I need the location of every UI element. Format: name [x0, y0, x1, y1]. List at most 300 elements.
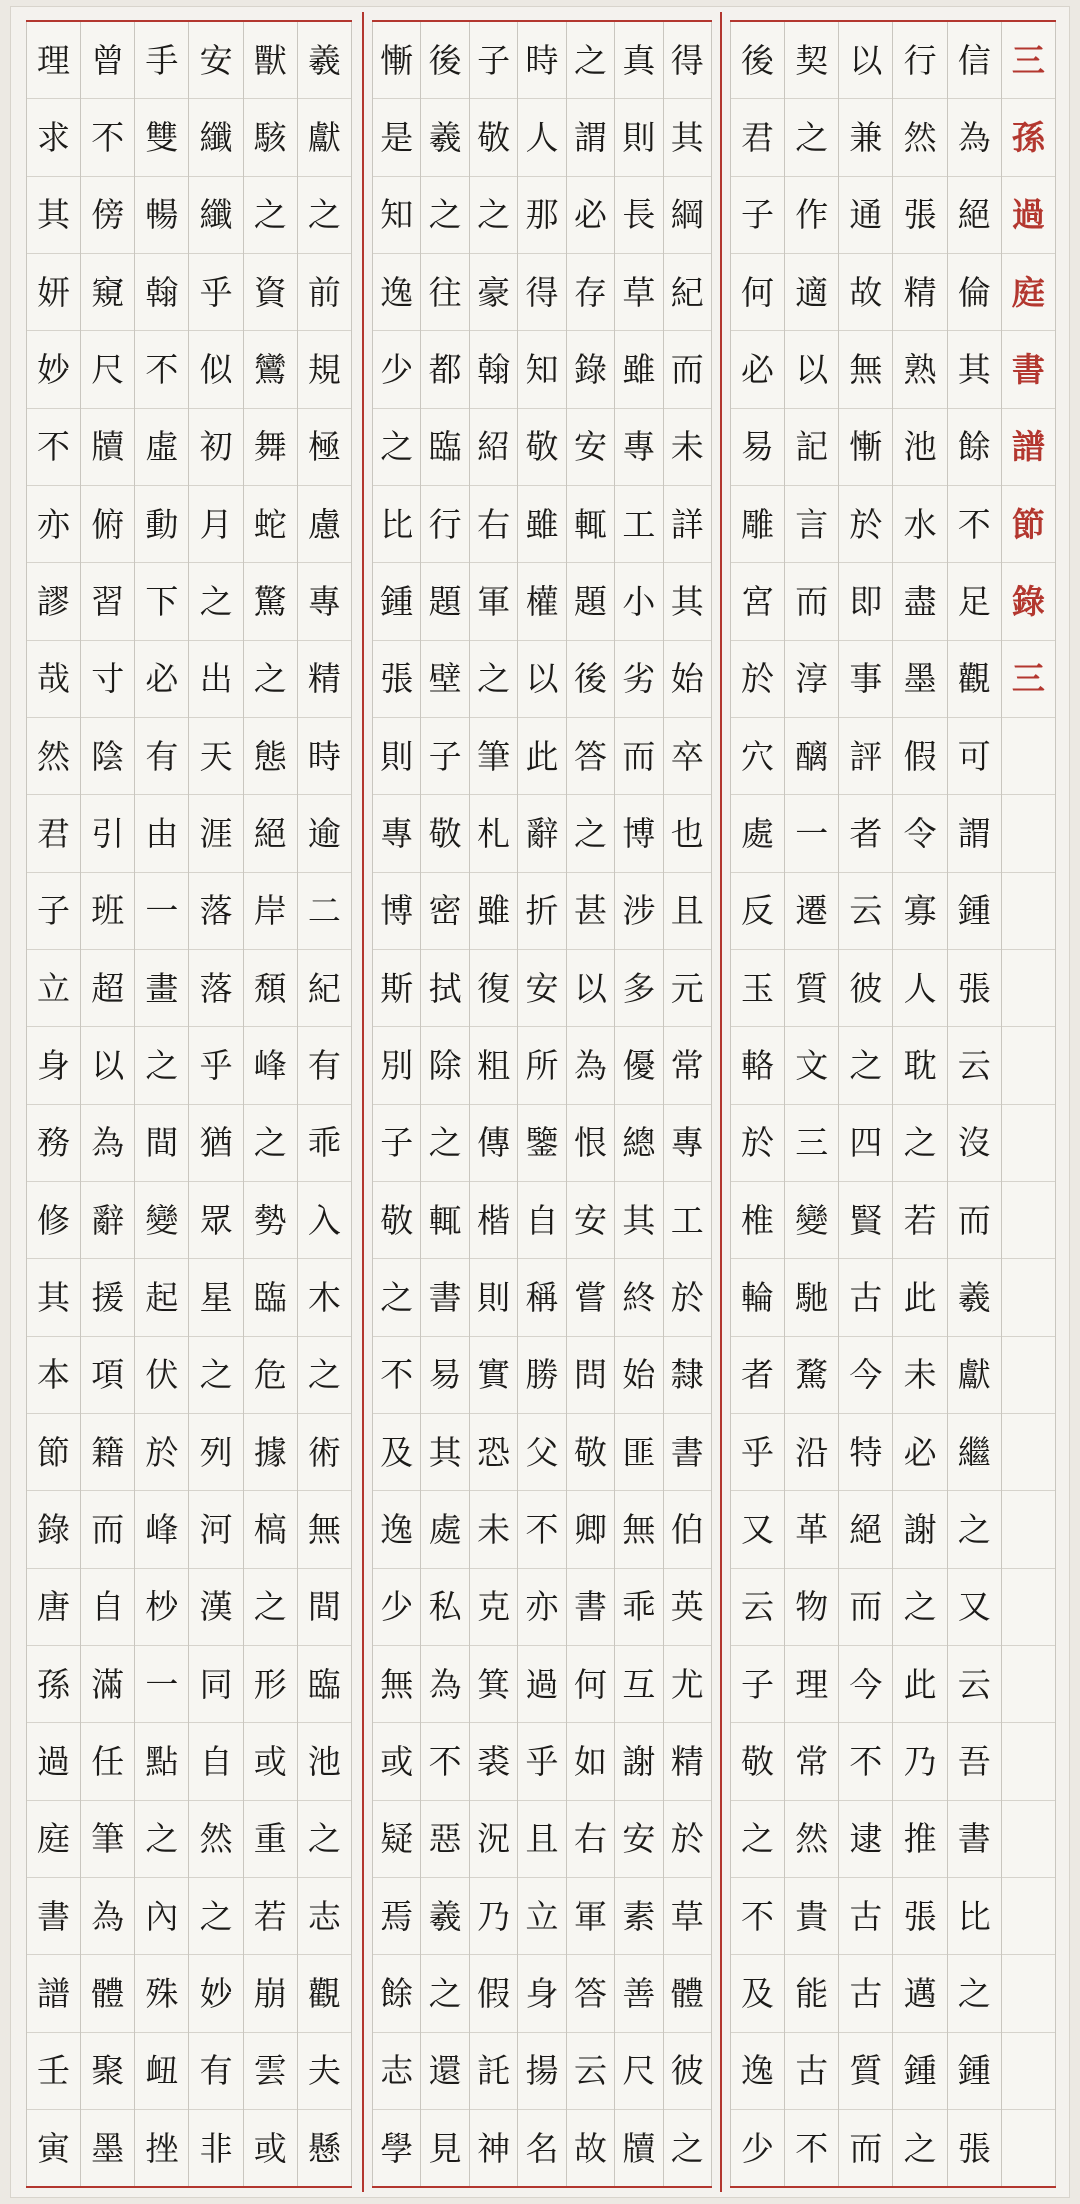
glyph-cell: 虛: [135, 409, 188, 486]
glyph-cell: 乎: [189, 1027, 242, 1104]
glyph-cell: 箕: [470, 1646, 517, 1723]
glyph-cell: 後: [731, 22, 784, 99]
glyph-cell: 觀: [298, 1955, 351, 2032]
glyph-cell: 安: [615, 1801, 662, 1878]
empty-cell: [1002, 1955, 1055, 2032]
glyph-cell: 雖: [518, 486, 565, 563]
glyph-cell: 以: [785, 331, 838, 408]
glyph-cell: 此: [893, 1646, 946, 1723]
glyph-cell: 班: [81, 873, 134, 950]
glyph-cell: 錄: [567, 331, 614, 408]
glyph-cell: 之: [567, 795, 614, 872]
glyph-cell: 處: [421, 1491, 468, 1568]
glyph-cell: 那: [518, 177, 565, 254]
glyph-cell: 志: [298, 1878, 351, 1955]
glyph-cell: 之: [893, 1105, 946, 1182]
glyph-cell: 隸: [664, 1337, 711, 1414]
glyph-cell: 不: [81, 99, 134, 176]
glyph-cell: 志: [373, 2033, 420, 2110]
glyph-cell: 鍾: [893, 2033, 946, 2110]
glyph-cell: 信: [948, 22, 1001, 99]
glyph-cell: 精: [893, 254, 946, 331]
glyph-cell: 術: [298, 1414, 351, 1491]
glyph-cell: 之: [244, 177, 297, 254]
glyph-cell: 牘: [622, 2128, 656, 2168]
glyph-cell: 輅: [731, 1027, 784, 1104]
glyph-cell: 二: [298, 873, 351, 950]
glyph-cell: 之: [903, 2128, 937, 2168]
glyph-cell: 能: [785, 1955, 838, 2032]
glyph-cell: 畫: [135, 950, 188, 1027]
glyph-cell: 以: [839, 22, 892, 99]
glyph-cell: 伯: [664, 1491, 711, 1568]
glyph-cell: 張: [373, 641, 420, 718]
glyph-cell: 之: [421, 1105, 468, 1182]
glyph-cell: 今: [839, 1646, 892, 1723]
glyph-cell: 書: [664, 1414, 711, 1491]
glyph-cell: 寡: [893, 873, 946, 950]
glyph-cell: 之: [470, 177, 517, 254]
glyph-cell: 其: [27, 177, 80, 254]
glyph-cell: 四: [839, 1105, 892, 1182]
glyph-cell: 絕: [839, 1491, 892, 1568]
glyph-cell: 同: [189, 1646, 242, 1723]
glyph-cell: 時: [298, 718, 351, 795]
text-column: [517, 22, 565, 2186]
red-divider-left: [362, 12, 364, 2192]
glyph-cell: 都: [421, 331, 468, 408]
glyph-cell: 之: [373, 1259, 420, 1336]
glyph-cell: 記: [785, 409, 838, 486]
glyph-cell: 若: [244, 1878, 297, 1955]
glyph-cell: 未: [893, 1337, 946, 1414]
glyph-cell: 辭: [518, 795, 565, 872]
glyph-cell: 其: [948, 331, 1001, 408]
glyph-cell: 一: [135, 1646, 188, 1723]
glyph-cell: 羲: [421, 1878, 468, 1955]
glyph-cell: 劣: [615, 641, 662, 718]
glyph-cell: 變: [785, 1182, 838, 1259]
glyph-cell: 輪: [731, 1259, 784, 1336]
glyph-cell: 如: [567, 1723, 614, 1800]
text-column: [892, 22, 946, 2186]
glyph-cell: 錄: [27, 1491, 80, 1568]
glyph-cell: 倫: [948, 254, 1001, 331]
glyph-cell: 恐: [470, 1414, 517, 1491]
glyph-cell: 專: [664, 1105, 711, 1182]
glyph-cell: 殊: [135, 1955, 188, 2032]
glyph-cell: 頹: [244, 950, 297, 1027]
glyph-cell: 滿: [81, 1646, 134, 1723]
glyph-cell: 長: [615, 177, 662, 254]
glyph-cell: 甚: [567, 873, 614, 950]
empty-cell: [1002, 718, 1055, 795]
glyph-cell: 逸: [731, 2033, 784, 2110]
glyph-cell: 拭: [421, 950, 468, 1027]
text-column: [80, 22, 134, 2186]
glyph-cell: 張: [948, 950, 1001, 1027]
empty-cell: [1002, 1801, 1055, 1878]
glyph-cell: 張: [957, 2128, 991, 2168]
glyph-cell: 傳: [470, 1105, 517, 1182]
glyph-cell: 紹: [470, 409, 517, 486]
empty-cell: [1002, 873, 1055, 950]
glyph-cell: 之: [785, 99, 838, 176]
glyph-cell: 乖: [298, 1105, 351, 1182]
glyph-cell: 稱: [518, 1259, 565, 1336]
glyph-cell: 者: [839, 795, 892, 872]
glyph-cell: 優: [615, 1027, 662, 1104]
glyph-cell: 詳: [664, 486, 711, 563]
glyph-cell: 敬: [731, 1723, 784, 1800]
glyph-cell: 立: [27, 950, 80, 1027]
title-char: 書: [1002, 331, 1055, 408]
glyph-cell: 別: [373, 1027, 420, 1104]
glyph-cell: 水: [893, 486, 946, 563]
glyph-cell: 云: [948, 1646, 1001, 1723]
title-char: 錄: [1002, 563, 1055, 640]
glyph-cell: 庭: [27, 1801, 80, 1878]
glyph-cell: 有: [298, 1027, 351, 1104]
glyph-cell: 俯: [81, 486, 134, 563]
glyph-cell: 資: [244, 254, 297, 331]
empty-cell: [1002, 1259, 1055, 1336]
red-divider-right: [720, 12, 722, 2192]
text-column: [947, 22, 1001, 2186]
glyph-cell: 項: [81, 1337, 134, 1414]
glyph-cell: 豪: [470, 254, 517, 331]
glyph-cell: 之: [948, 1491, 1001, 1568]
glyph-cell: 乎: [189, 254, 242, 331]
glyph-cell: 逾: [298, 795, 351, 872]
glyph-cell: 羲: [948, 1259, 1001, 1336]
glyph-cell: 之: [189, 563, 242, 640]
glyph-cell: 獻: [298, 99, 351, 176]
glyph-cell: 逮: [839, 1801, 892, 1878]
glyph-cell: 伏: [135, 1337, 188, 1414]
glyph-cell: 尤: [664, 1646, 711, 1723]
glyph-cell: 纖: [189, 99, 242, 176]
glyph-cell: 書: [948, 1801, 1001, 1878]
glyph-cell: 峰: [244, 1027, 297, 1104]
glyph-cell: 則: [470, 1259, 517, 1336]
glyph-cell: 復: [470, 950, 517, 1027]
glyph-cell: 三: [785, 1105, 838, 1182]
glyph-cell: 然: [189, 1801, 242, 1878]
glyph-cell: 乃: [470, 1878, 517, 1955]
glyph-cell: 嘗: [567, 1259, 614, 1336]
text-column: [1001, 22, 1056, 2186]
glyph-cell: 足: [948, 563, 1001, 640]
glyph-cell: 之: [189, 1337, 242, 1414]
glyph-cell: 所: [518, 1027, 565, 1104]
glyph-cell: 始: [664, 641, 711, 718]
glyph-cell: 涉: [615, 873, 662, 950]
glyph-cell: 子: [470, 22, 517, 99]
glyph-cell: 辭: [81, 1182, 134, 1259]
glyph-cell: 非: [199, 2128, 233, 2168]
glyph-cell: 不: [27, 409, 80, 486]
glyph-cell: 除: [421, 1027, 468, 1104]
glyph-cell: 體: [81, 1955, 134, 2032]
glyph-cell: 必: [135, 641, 188, 718]
glyph-cell: 契: [785, 22, 838, 99]
glyph-cell: 元: [664, 950, 711, 1027]
glyph-cell: 匪: [615, 1414, 662, 1491]
glyph-cell: 以: [81, 1027, 134, 1104]
glyph-cell: 槁: [244, 1491, 297, 1568]
glyph-cell: 落: [189, 950, 242, 1027]
glyph-cell: 素: [615, 1878, 662, 1955]
glyph-cell: 知: [373, 177, 420, 254]
glyph-cell: 手: [135, 22, 188, 99]
glyph-cell: 名: [525, 2128, 559, 2168]
glyph-cell: 軍: [470, 563, 517, 640]
glyph-cell: 之: [421, 1955, 468, 2032]
glyph-cell: 過: [518, 1646, 565, 1723]
glyph-cell: 之: [298, 177, 351, 254]
glyph-cell: 初: [189, 409, 242, 486]
glyph-cell: 獸: [244, 22, 297, 99]
glyph-cell: 子: [27, 873, 80, 950]
glyph-cell: 態: [244, 718, 297, 795]
glyph-cell: 始: [615, 1337, 662, 1414]
glyph-cell: 還: [421, 2033, 468, 2110]
glyph-cell: 之: [893, 1569, 946, 1646]
glyph-cell: 為: [81, 1105, 134, 1182]
glyph-cell: 窺: [81, 254, 134, 331]
glyph-cell: 間: [298, 1569, 351, 1646]
glyph-cell: 而: [948, 1182, 1001, 1259]
glyph-cell: 重: [244, 1801, 297, 1878]
glyph-cell: 或: [244, 1723, 297, 1800]
glyph-cell: 之: [298, 1337, 351, 1414]
glyph-cell: 務: [27, 1105, 80, 1182]
glyph-cell: 權: [518, 563, 565, 640]
glyph-cell: 寅: [37, 2128, 71, 2168]
glyph-cell: 古: [839, 1955, 892, 2032]
glyph-cell: 輒: [567, 486, 614, 563]
empty-cell: [1002, 2110, 1055, 2186]
glyph-cell: 其: [664, 563, 711, 640]
empty-cell: [1002, 1878, 1055, 1955]
glyph-cell: 處: [731, 795, 784, 872]
glyph-cell: 規: [298, 331, 351, 408]
glyph-cell: 羲: [298, 22, 351, 99]
glyph-cell: 勝: [518, 1337, 565, 1414]
glyph-cell: 絕: [244, 795, 297, 872]
glyph-cell: 其: [664, 99, 711, 176]
glyph-cell: 一: [785, 795, 838, 872]
glyph-cell: 私: [421, 1569, 468, 1646]
glyph-cell: 自: [518, 1182, 565, 1259]
glyph-cell: 峰: [135, 1491, 188, 1568]
glyph-cell: 之: [839, 1027, 892, 1104]
glyph-cell: 專: [298, 563, 351, 640]
glyph-cell: 亦: [518, 1569, 565, 1646]
glyph-cell: 馳: [785, 1259, 838, 1336]
glyph-cell: 鍾: [948, 873, 1001, 950]
glyph-cell: 似: [189, 331, 242, 408]
glyph-cell: 時: [518, 22, 565, 99]
glyph-cell: 漢: [189, 1569, 242, 1646]
glyph-cell: 博: [615, 795, 662, 872]
glyph-cell: 鍾: [948, 2033, 1001, 2110]
glyph-cell: 彼: [839, 950, 892, 1027]
glyph-cell: 夫: [298, 2033, 351, 2110]
glyph-cell: 小: [615, 563, 662, 640]
glyph-cell: 其: [421, 1414, 468, 1491]
glyph-cell: 文: [785, 1027, 838, 1104]
glyph-cell: 裘: [470, 1723, 517, 1800]
glyph-cell: 克: [470, 1569, 517, 1646]
glyph-cell: 理: [27, 22, 80, 99]
empty-cell: [1002, 1414, 1055, 1491]
glyph-cell: 逸: [373, 254, 420, 331]
glyph-cell: 謝: [615, 1723, 662, 1800]
glyph-cell: 知: [518, 331, 565, 408]
glyph-cell: 駭: [244, 99, 297, 176]
glyph-cell: 安: [518, 950, 565, 1027]
glyph-cell: 孫: [27, 1646, 80, 1723]
glyph-cell: 云: [567, 2033, 614, 2110]
glyph-cell: 下: [135, 563, 188, 640]
glyph-cell: 不: [795, 2128, 829, 2168]
text-column: [26, 22, 80, 2186]
glyph-cell: 過: [27, 1723, 80, 1800]
glyph-cell: 且: [664, 873, 711, 950]
glyph-cell: 質: [839, 2033, 892, 2110]
glyph-cell: 敬: [518, 409, 565, 486]
glyph-cell: 不: [518, 1491, 565, 1568]
glyph-cell: 右: [470, 486, 517, 563]
glyph-cell: 惡: [421, 1801, 468, 1878]
glyph-cell: 池: [298, 1723, 351, 1800]
glyph-cell: 書: [421, 1259, 468, 1336]
glyph-cell: 沿: [785, 1414, 838, 1491]
glyph-cell: 間: [135, 1105, 188, 1182]
glyph-cell: 云: [731, 1569, 784, 1646]
glyph-cell: 椎: [731, 1182, 784, 1259]
glyph-cell: 列: [189, 1414, 242, 1491]
glyph-cell: 張: [893, 177, 946, 254]
glyph-cell: 揚: [518, 2033, 565, 2110]
glyph-cell: 亦: [27, 486, 80, 563]
glyph-cell: 學: [380, 2128, 414, 2168]
glyph-cell: 必: [567, 177, 614, 254]
glyph-cell: 敬: [421, 795, 468, 872]
glyph-cell: 筆: [81, 1801, 134, 1878]
glyph-cell: 妙: [189, 1955, 242, 2032]
title-char: 三: [1002, 22, 1055, 99]
glyph-cell: 故: [839, 254, 892, 331]
glyph-cell: 獻: [948, 1337, 1001, 1414]
glyph-cell: 得: [518, 254, 565, 331]
text-column: [614, 22, 662, 2186]
text-column: [784, 22, 838, 2186]
glyph-cell: 必: [893, 1414, 946, 1491]
glyph-cell: 反: [731, 873, 784, 950]
glyph-cell: 之: [731, 1801, 784, 1878]
glyph-cell: 適: [785, 254, 838, 331]
glyph-cell: 之: [189, 1878, 242, 1955]
glyph-cell: 形: [244, 1646, 297, 1723]
glyph-cell: 君: [731, 99, 784, 176]
glyph-cell: 修: [27, 1182, 80, 1259]
glyph-cell: 之: [948, 1955, 1001, 2032]
glyph-cell: 敬: [470, 99, 517, 176]
title-char: 三: [1002, 641, 1055, 718]
glyph-cell: 存: [567, 254, 614, 331]
glyph-cell: 體: [664, 1955, 711, 2032]
title-char: 節: [1002, 486, 1055, 563]
glyph-cell: 之: [470, 641, 517, 718]
glyph-cell: 謂: [567, 99, 614, 176]
glyph-cell: 卿: [567, 1491, 614, 1568]
glyph-cell: 專: [615, 409, 662, 486]
glyph-cell: 未: [664, 409, 711, 486]
glyph-cell: 纖: [189, 177, 242, 254]
glyph-cell: 而: [664, 331, 711, 408]
glyph-cell: 少: [373, 1569, 420, 1646]
glyph-cell: 慚: [373, 22, 420, 99]
glyph-cell: 木: [298, 1259, 351, 1336]
glyph-cell: 羲: [421, 99, 468, 176]
glyph-cell: 然: [27, 718, 80, 795]
glyph-cell: 或: [373, 1723, 420, 1800]
glyph-cell: 眾: [189, 1182, 242, 1259]
glyph-cell: 暢: [135, 177, 188, 254]
glyph-cell: 超: [81, 950, 134, 1027]
glyph-cell: 不: [731, 1878, 784, 1955]
text-column: [134, 22, 188, 2186]
glyph-cell: 由: [135, 795, 188, 872]
glyph-cell: 之: [244, 1569, 297, 1646]
glyph-cell: 革: [785, 1491, 838, 1568]
glyph-cell: 邁: [893, 1955, 946, 2032]
glyph-cell: 書: [567, 1569, 614, 1646]
glyph-cell: 人: [893, 950, 946, 1027]
glyph-cell: 於: [731, 641, 784, 718]
glyph-cell: 也: [664, 795, 711, 872]
glyph-cell: 謂: [948, 795, 1001, 872]
glyph-cell: 行: [421, 486, 468, 563]
glyph-cell: 者: [731, 1337, 784, 1414]
glyph-cell: 壁: [421, 641, 468, 718]
glyph-cell: 總: [615, 1105, 662, 1182]
glyph-cell: 推: [893, 1801, 946, 1878]
glyph-cell: 猶: [189, 1105, 242, 1182]
glyph-cell: 此: [518, 718, 565, 795]
glyph-cell: 或: [253, 2128, 287, 2168]
glyph-cell: 常: [785, 1723, 838, 1800]
glyph-cell: 疑: [373, 1801, 420, 1878]
glyph-cell: 為: [421, 1646, 468, 1723]
left-panel: [26, 20, 352, 2188]
glyph-cell: 任: [81, 1723, 134, 1800]
glyph-cell: 然: [893, 99, 946, 176]
glyph-cell: 之: [298, 1801, 351, 1878]
glyph-cell: 粗: [470, 1027, 517, 1104]
glyph-cell: 極: [298, 409, 351, 486]
glyph-cell: 無: [373, 1646, 420, 1723]
glyph-cell: 易: [421, 1337, 468, 1414]
glyph-cell: 入: [298, 1182, 351, 1259]
glyph-cell: 軍: [567, 1878, 614, 1955]
glyph-cell: 博: [373, 873, 420, 950]
glyph-cell: 英: [664, 1569, 711, 1646]
glyph-cell: 慮: [298, 486, 351, 563]
